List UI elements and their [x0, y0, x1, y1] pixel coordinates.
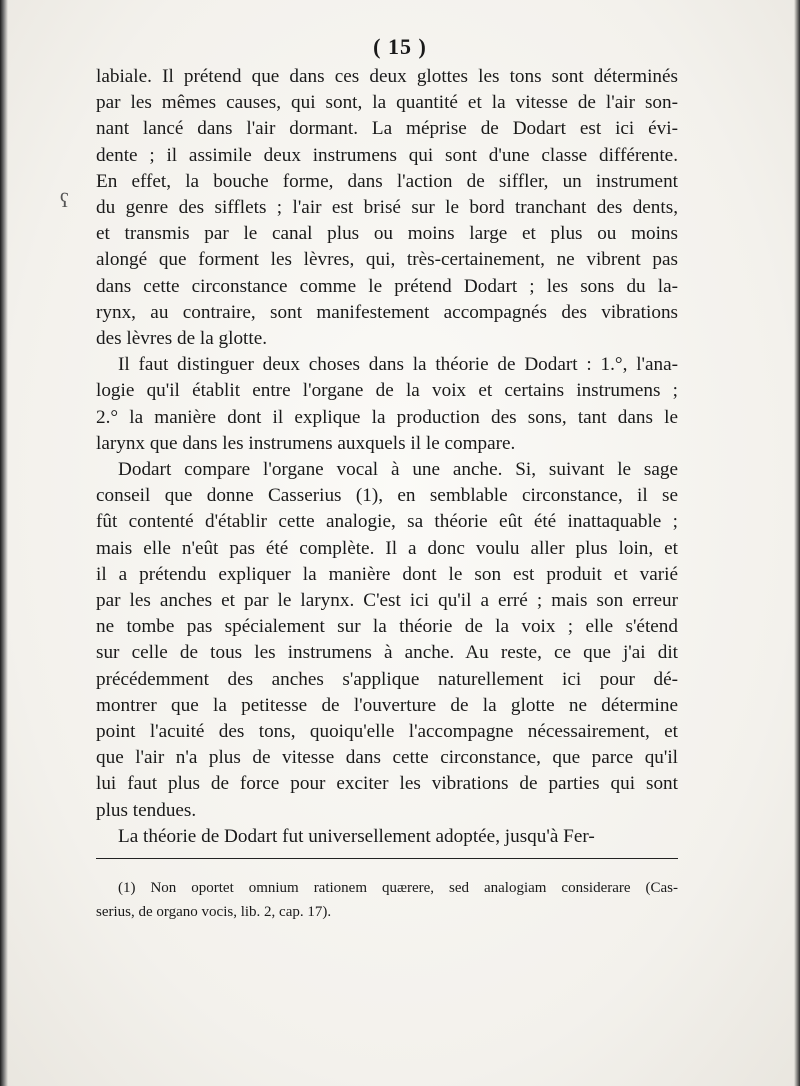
text-line: fût contenté d'établir cette analogie, sa théorie eût été inattaquable ; — [96, 511, 678, 533]
text-line: larynx que dans les instrumens auxquels il le compare. — [96, 432, 516, 454]
text-line: sur celle de tous les instrumens à anche. Au reste, ce que j'ai dit — [96, 642, 678, 664]
text-line: Il faut distinguer deux choses dans la théorie de Dodart : 1.°, l'ana- — [118, 354, 678, 376]
text-line: par les anches et par le larynx. C'est ici qu'il a erré ; mais son erreur — [96, 590, 678, 612]
scan-edge-left — [0, 0, 8, 1086]
text-line: En effet, la bouche forme, dans l'action de siffler, un instrument — [96, 170, 678, 192]
text-line: par les mêmes causes, qui sont, la quantité et la vitesse de l'air son- — [96, 92, 678, 114]
text-line: logie qu'il établit entre l'organe de la voix et certains instrumens ; — [96, 380, 678, 402]
paragraph-4 — [96, 824, 678, 850]
text-line: ne tombe pas spécialement sur la théorie de la voix ; elle s'étend — [96, 616, 678, 638]
text-line: il a prétendu expliquer la manière dont le son est produit et varié — [96, 563, 678, 585]
scan-edge-right — [794, 0, 800, 1086]
text-line: dente ; il assimile deux instrumens qui sont d'une classe différente. — [96, 144, 678, 166]
text-line: lui faut plus de force pour exciter les vibrations de parties qui sont — [96, 773, 678, 795]
paragraph-3 — [96, 457, 678, 824]
text-line: dans cette circonstance comme le prétend Dodart ; les sons du la- — [96, 275, 678, 297]
paragraph-1 — [96, 64, 678, 352]
text-line: (1) Non oportet omnium rationem quærere, sed analogiam considerare (Cas- — [118, 880, 678, 896]
text-line: 2.° la manière dont il explique la production des sons, tant dans le — [96, 406, 678, 428]
text-line: et transmis par le canal plus ou moins large et plus ou moins — [96, 223, 678, 245]
footnote — [96, 876, 678, 924]
text-line: que l'air n'a plus de vitesse dans cette circonstance, que parce qu'il — [96, 747, 678, 769]
paragraph-2 — [96, 352, 678, 457]
body-text — [96, 64, 678, 850]
text-line: montrer que la petitesse de l'ouverture de la glotte ne détermine — [96, 694, 678, 716]
text-line: des lèvres de la glotte. — [96, 328, 268, 350]
text-line: alongé que forment les lèvres, qui, très-certainement, ne vibrent pas — [96, 249, 678, 271]
margin-mark: ʕ — [60, 190, 69, 212]
text-line: mais elle n'eût pas été complète. Il a donc voulu aller plus loin, et — [96, 537, 678, 559]
text-line: conseil que donne Casserius (1), en semblable circonstance, il se — [96, 485, 678, 507]
text-line: du genre des sifflets ; l'air est brisé sur le bord tranchant des dents, — [96, 197, 678, 219]
text-line: La théorie de Dodart fut universellement adoptée, jusqu'à Fer- — [118, 825, 595, 847]
text-line: précédemment des anches s'applique naturellement ici pour dé- — [96, 668, 678, 690]
footnote-separator — [96, 858, 678, 859]
text-line: Dodart compare l'organe vocal à une anche. Si, suivant le sage — [118, 459, 678, 481]
text-line: serius, de organo vocis, lib. 2, cap. 17). — [96, 904, 332, 920]
text-line: point l'acuité des tons, quoiqu'elle l'accompagne nécessairement, et — [96, 721, 678, 743]
text-line: nant lancé dans l'air dormant. La méprise de Dodart est ici évi- — [96, 118, 678, 140]
page-number: ( 15 ) — [373, 34, 427, 59]
text-line: plus tendues. — [96, 799, 197, 821]
text-line: labiale. Il prétend que dans ces deux glottes les tons sont déterminés — [96, 66, 678, 87]
text-line: rynx, au contraire, sont manifestement accompagnés des vibrations — [96, 301, 678, 323]
